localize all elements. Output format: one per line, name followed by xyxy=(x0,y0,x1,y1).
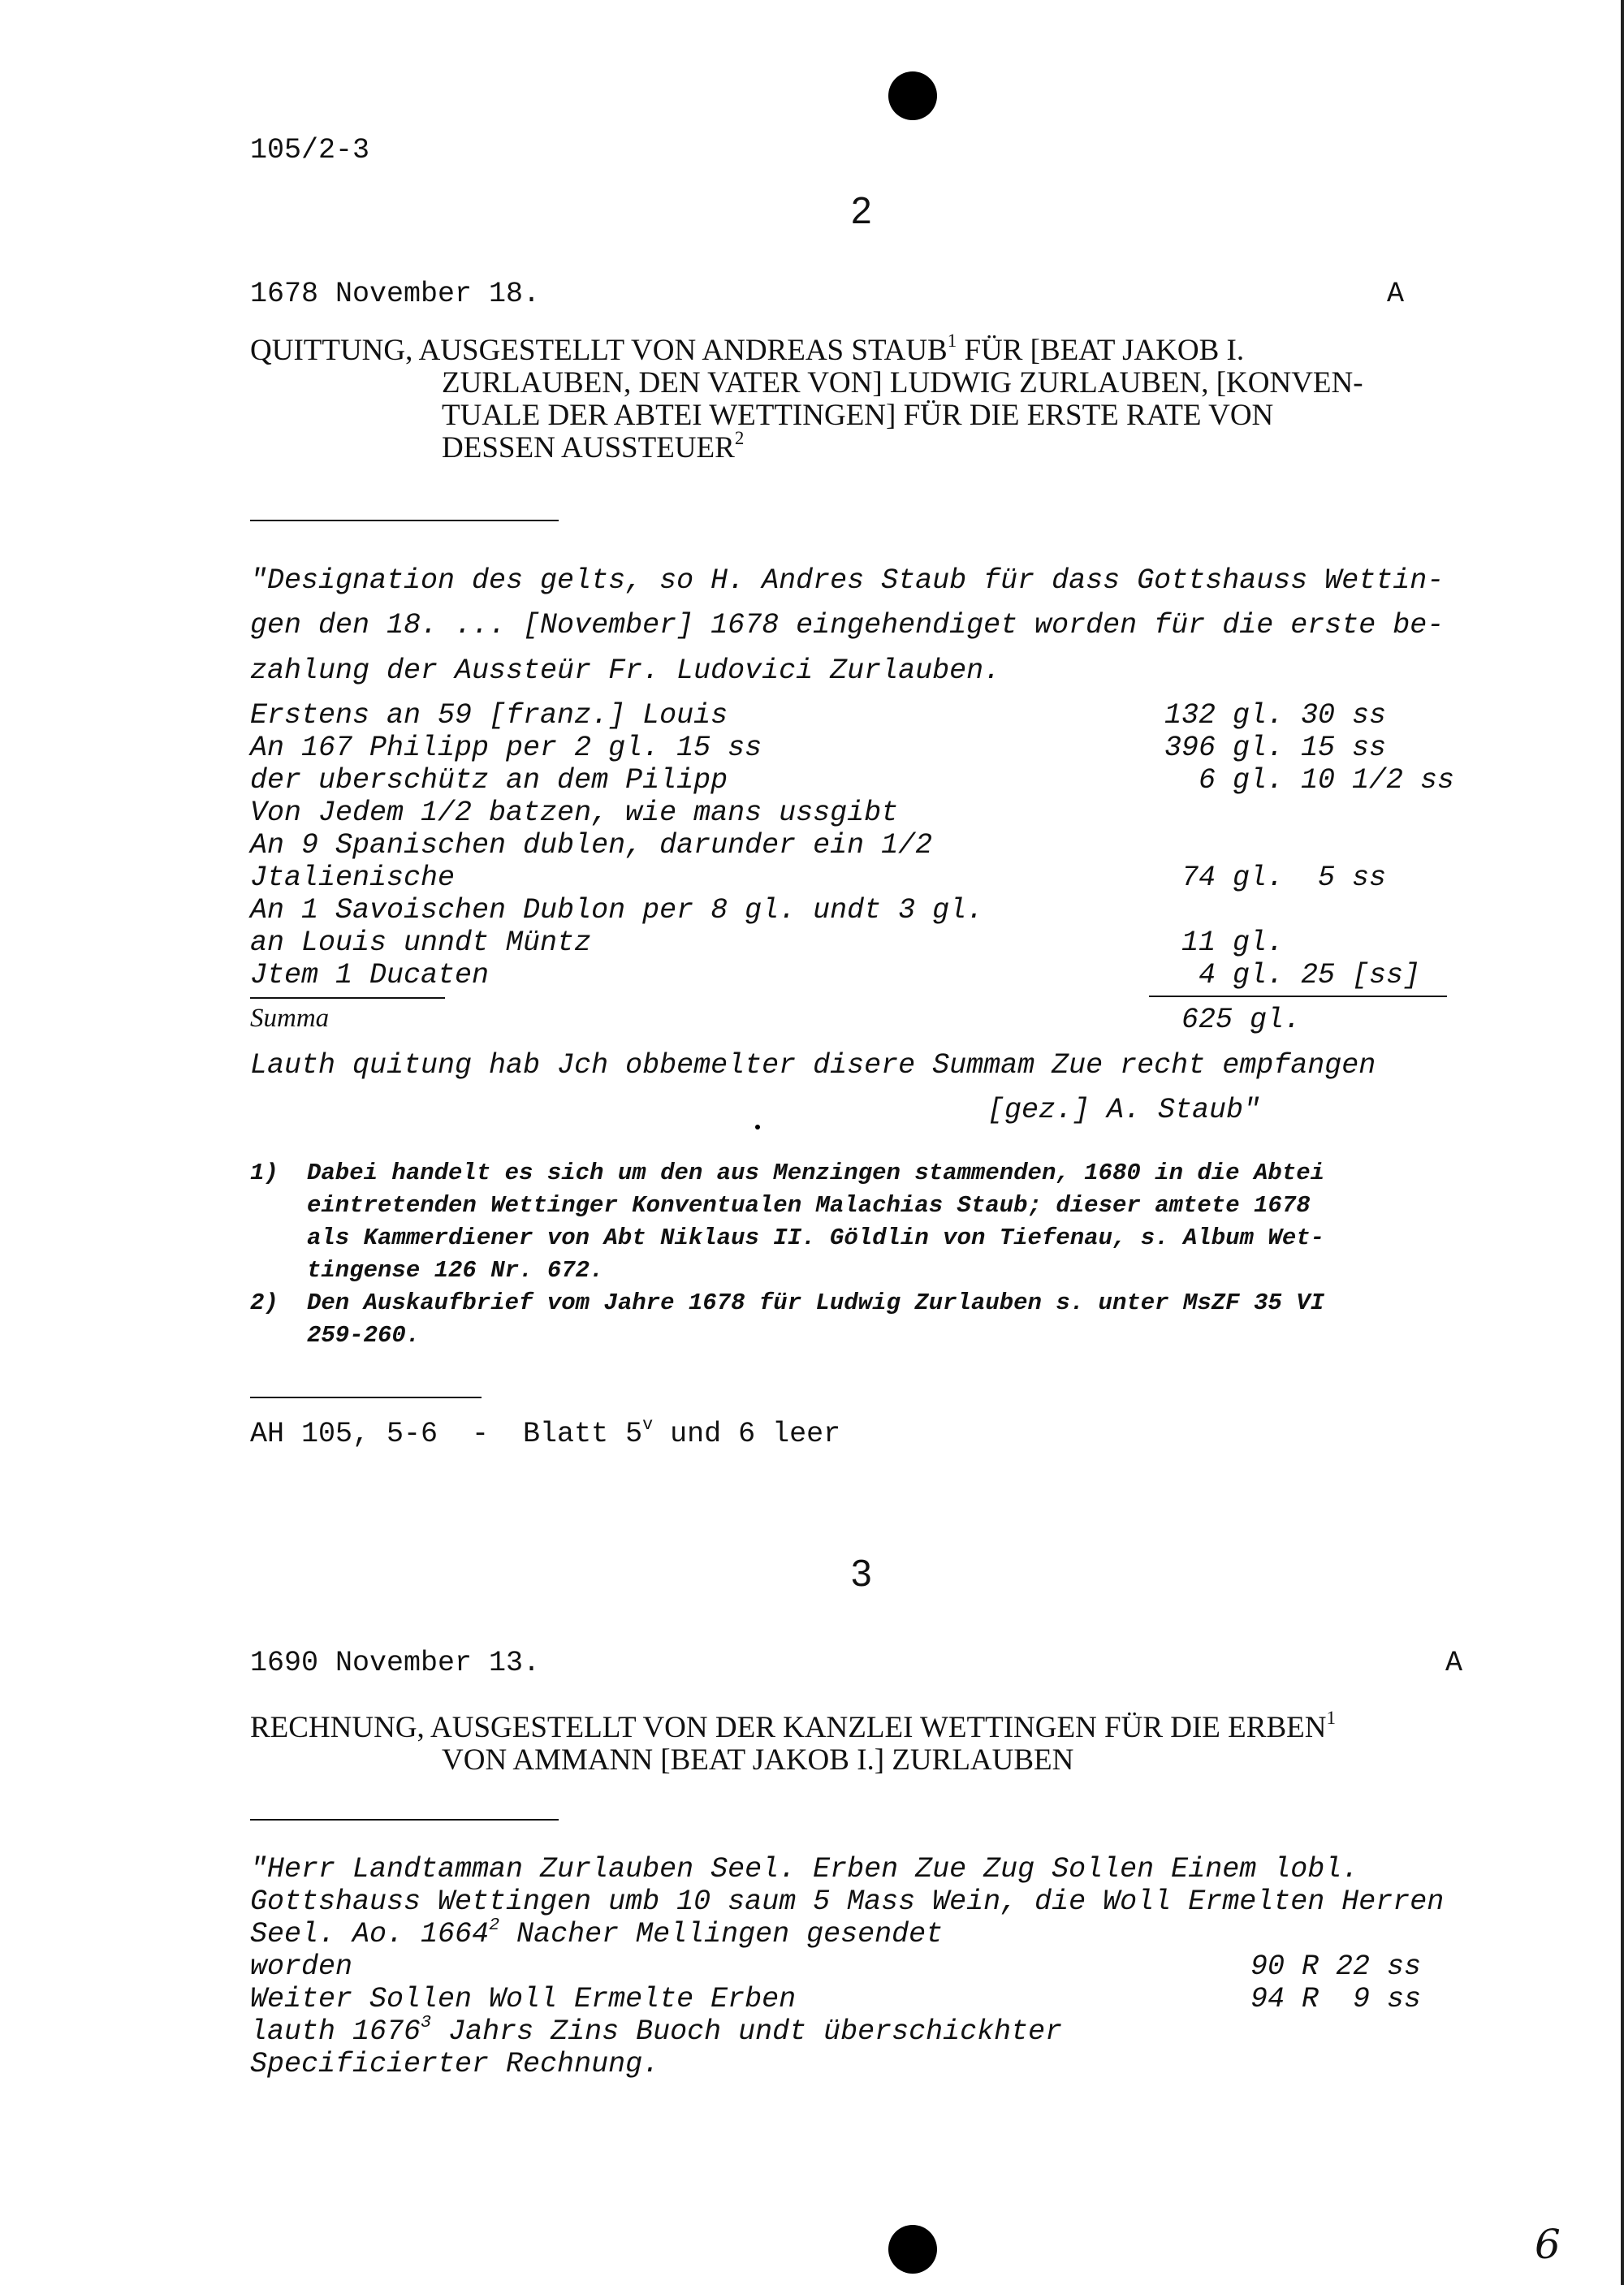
body-text: lauth 1676 xyxy=(250,2015,421,2048)
item-text: An 9 Spanischen dublen, darunder ein 1/2 xyxy=(250,829,933,862)
body-text: Seel. Ao. 1664 xyxy=(250,1918,490,1950)
item-amount: 11 gl. xyxy=(1181,927,1285,959)
footnote-line: 259-260. xyxy=(307,1322,421,1349)
item-amount: 132 gl. 30 ss xyxy=(1164,699,1387,732)
footnote-ref-2: 2 xyxy=(734,427,745,448)
footnote-ref-3: 3 xyxy=(421,2011,432,2032)
handwritten-page-number: 6 xyxy=(1535,2221,1561,2268)
document-number-3: 3 xyxy=(851,1552,872,1594)
heading-line: QUITTUNG, AUSGESTELLT VON ANDREAS STAUB xyxy=(250,334,948,367)
heading-line: ZURLAUBEN, DEN VATER VON] LUDWIG ZURLAUBEN, [KONVEN- xyxy=(442,366,1363,400)
item-text: an Louis unndt Müntz xyxy=(250,927,592,959)
body-text: Jahrs Zins Buoch undt überschickhter xyxy=(431,2015,1063,2048)
item-text: An 167 Philipp per 2 gl. 15 ss xyxy=(250,732,762,764)
footnote-mark-2: 2) xyxy=(250,1289,279,1316)
page-edge xyxy=(1621,0,1624,2285)
footnote-bold-name: Göldlin von Tiefenau xyxy=(829,1225,1112,1251)
footnote-line: Den Auskaufbrief vom Jahre 1678 für Ludwig Zurlauben s. unter MsZF 35 VI xyxy=(307,1289,1325,1316)
body-line: Weiter Sollen Woll Ermelte Erben xyxy=(250,1983,797,2015)
footnote-mark-1: 1) xyxy=(250,1160,279,1186)
signature: [gez.] A. Staub" xyxy=(987,1094,1261,1126)
item-text: Erstens an 59 [franz.] Louis xyxy=(250,699,728,732)
document-type-letter-2: A xyxy=(1387,278,1405,310)
ink-speck xyxy=(755,1125,760,1130)
footnote-text: ; dieser amtete 1678 xyxy=(1027,1192,1311,1219)
footnote-line xyxy=(307,1192,1311,1219)
separator-rule xyxy=(250,1397,482,1398)
separator-rule xyxy=(250,520,559,521)
document-heading-3 xyxy=(250,1707,1336,1777)
document-date-3: 1690 November 13. xyxy=(250,1647,541,1679)
body-line: "Herr Landtamman Zurlauben Seel. Erben Zue Zug Sollen Einem lobl. xyxy=(250,1853,1359,1885)
body-amount: 94 R 9 ss xyxy=(1250,1983,1422,2015)
body-line: Gottshauss Wettingen umb 10 saum 5 Mass Wein, die Woll Ermelten Herren xyxy=(250,1885,1445,1918)
footnote-line xyxy=(307,1225,1324,1251)
separator-rule xyxy=(250,1819,559,1821)
footnote-text: eintretenden Wettinger Konventualen Malachias xyxy=(307,1192,944,1219)
source-text: AH 105, 5-6 - Blatt 5 xyxy=(250,1418,643,1450)
document-date-2: 1678 November 18. xyxy=(250,278,541,310)
body-line: Specificierter Rechnung. xyxy=(250,2048,660,2080)
document-heading-2 xyxy=(250,330,1363,464)
archive-reference: 105/2-3 xyxy=(250,134,370,166)
heading-line: DESSEN AUSSTEUER xyxy=(442,431,735,464)
body-line xyxy=(250,1914,944,1950)
summa-label: Summa xyxy=(250,1004,330,1033)
item-amount: 4 gl. 25 [ss] xyxy=(1199,959,1421,991)
verso-mark: v xyxy=(642,1414,654,1435)
item-amount: 396 gl. 15 ss xyxy=(1164,732,1387,764)
heading-line: TUALE DER ABTEI WETTINGEN] FÜR DIE ERSTE RATE VON xyxy=(442,399,1274,432)
footnote-text: , s. Album Wet- xyxy=(1112,1225,1325,1251)
intro-line: zahlung der Aussteür Fr. Ludovici Zurlauben. xyxy=(250,654,1001,687)
footnote-line: tingense 126 Nr. 672. xyxy=(307,1257,604,1284)
body-amount: 90 R 22 ss xyxy=(1250,1950,1422,1983)
body-text: Nacher Mellingen gesendet xyxy=(499,1918,944,1950)
source-reference xyxy=(250,1414,841,1450)
item-amount: 74 gl. 5 ss xyxy=(1181,862,1387,894)
footnote-ref-2: 2 xyxy=(489,1914,500,1935)
footnote-text: als Kammerdiener von Abt Niklaus II. xyxy=(307,1225,816,1251)
document-number-2: 2 xyxy=(851,189,872,231)
heading-line: VON AMMANN [BEAT JAKOB I.] ZURLAUBEN xyxy=(442,1743,1074,1777)
footnote-ref-1: 1 xyxy=(947,330,957,351)
intro-line: "Designation des gelts, so H. Andres Staub für dass Gottshauss Wettin- xyxy=(250,564,1445,597)
item-text: Von Jedem 1/2 batzen, wie mans ussgibt xyxy=(250,797,899,829)
footnote-bold-name: Staub xyxy=(957,1192,1028,1219)
footnote-ref-1: 1 xyxy=(1326,1707,1336,1728)
item-amount: 6 gl. 10 1/2 ss xyxy=(1199,764,1455,797)
punch-hole-bottom xyxy=(888,2225,937,2274)
intro-line: gen den 18. ... [November] 1678 eingehendiget worden für die erste be- xyxy=(250,609,1445,641)
body-line xyxy=(250,2011,1063,2048)
source-text: und 6 leer xyxy=(653,1418,841,1450)
item-text: An 1 Savoischen Dublon per 8 gl. undt 3 gl. xyxy=(250,894,984,927)
punch-hole-top xyxy=(888,71,937,120)
item-text: Jtem 1 Ducaten xyxy=(250,959,490,991)
sum-rule-right xyxy=(1149,996,1447,997)
heading-line: FÜR [BEAT JAKOB I. xyxy=(957,334,1245,367)
summa-amount: 625 gl. xyxy=(1181,1004,1302,1036)
document-type-letter-3: A xyxy=(1445,1647,1463,1679)
sum-rule-left xyxy=(250,997,445,999)
closing-line: Lauth quitung hab Jch obbemelter disere Summam Zue recht empfangen xyxy=(250,1049,1376,1082)
footnote-line: Dabei handelt es sich um den aus Menzingen stammenden, 1680 in die Abtei xyxy=(307,1160,1325,1186)
item-text: der uberschütz an dem Pilipp xyxy=(250,764,728,797)
item-text: Jtalienische xyxy=(250,862,456,894)
body-line: worden xyxy=(250,1950,353,1983)
heading-line: RECHNUNG, AUSGESTELLT VON DER KANZLEI WETTINGEN FÜR DIE ERBEN xyxy=(250,1711,1327,1744)
